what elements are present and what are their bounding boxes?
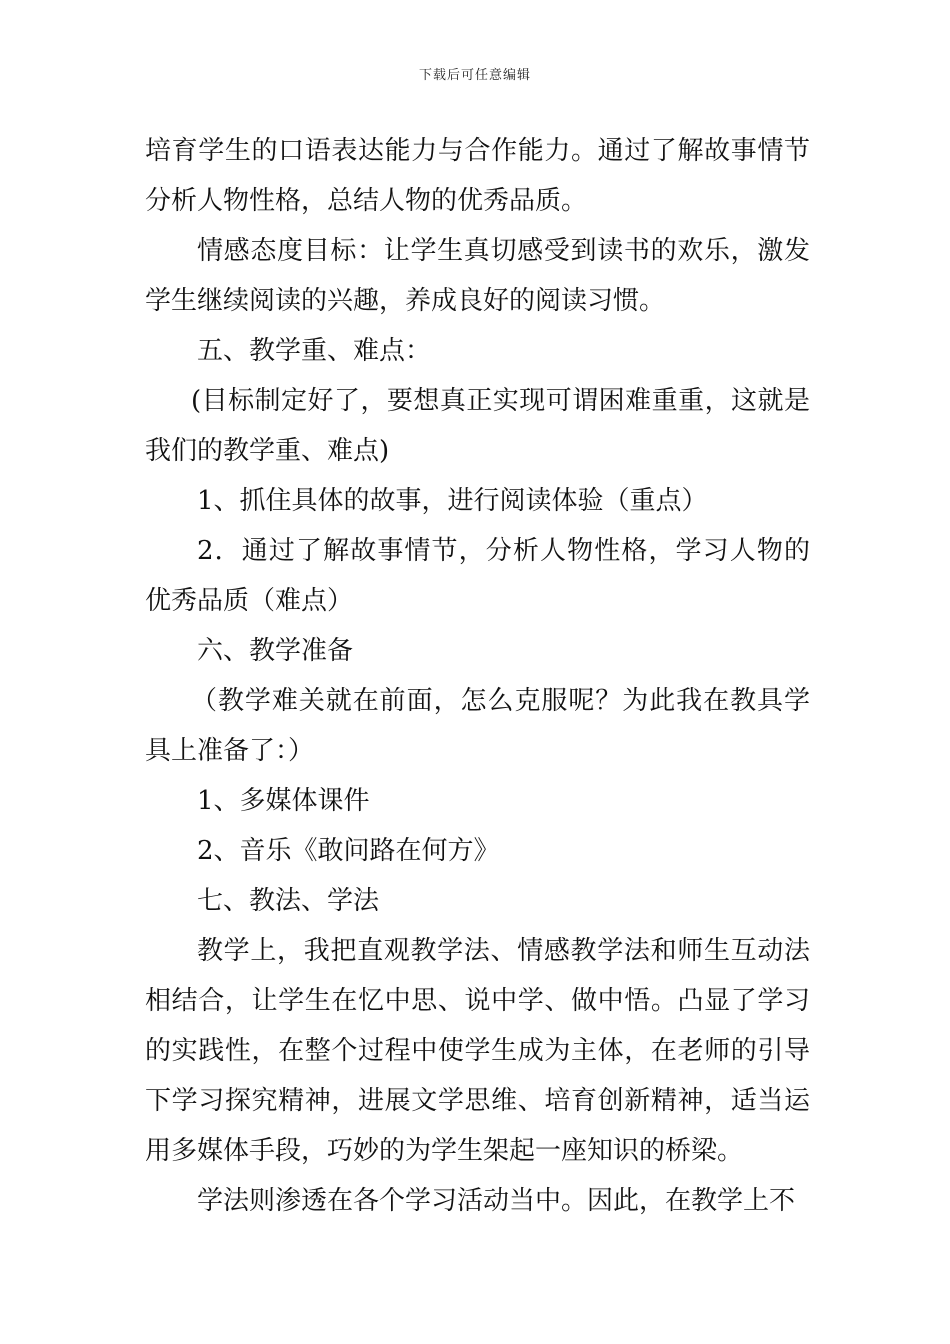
list-item-key-point-1: 1、抓住具体的故事，进行阅读体验（重点） — [197, 486, 708, 516]
heading-key-difficult-points: 五、教学重、难点： — [197, 336, 432, 366]
paragraph-teaching-methods: 教学上，我把直观教学法、情感教学法和师生互动法相结合，让学生在忆中思、说中学、做中悟。凸显了学习的实践性，在整个过程中使学生成为主体，在老师的引导下学习探究精神，进展文学思维、培育创新精神，适当运用多媒体手段，巧妙的为学生架起一座知识的桥梁。 — [145, 936, 810, 1166]
paragraph-learning-methods: 学法则渗透在各个学习活动当中。因此，在教学上不 — [197, 1186, 796, 1216]
page-header: 下载后可任意编辑 — [418, 68, 531, 83]
list-item-key-point-2: 2．通过了解故事情节，分析人物性格，学习人物的优秀品质（难点） — [145, 536, 810, 616]
paragraph-objectives-continued: 培育学生的口语表达能力与合作能力。通过了解故事情节分析人物性格，总结人物的优秀品质。 — [145, 136, 810, 216]
paragraph-emotional-goal: 情感态度目标：让学生真切感受到读书的欢乐，激发学生继续阅读的兴趣，养成良好的阅读习惯。 — [145, 236, 810, 316]
list-item-preparation-2: 2、音乐《敢问路在何方》 — [197, 836, 500, 866]
paragraph-key-points-intro: (目标制定好了，要想真正实现可谓困难重重，这就是我们的教学重、难点) — [145, 386, 810, 466]
heading-teaching-methods: 七、教法、学法 — [197, 886, 380, 916]
paragraph-preparation-intro: （教学难关就在前面，怎么克服呢？为此我在教具学具上准备了：） — [145, 686, 810, 766]
list-item-preparation-1: 1、多媒体课件 — [197, 786, 370, 816]
heading-teaching-preparation: 六、教学准备 — [197, 636, 354, 666]
document-body — [145, 126, 810, 1226]
